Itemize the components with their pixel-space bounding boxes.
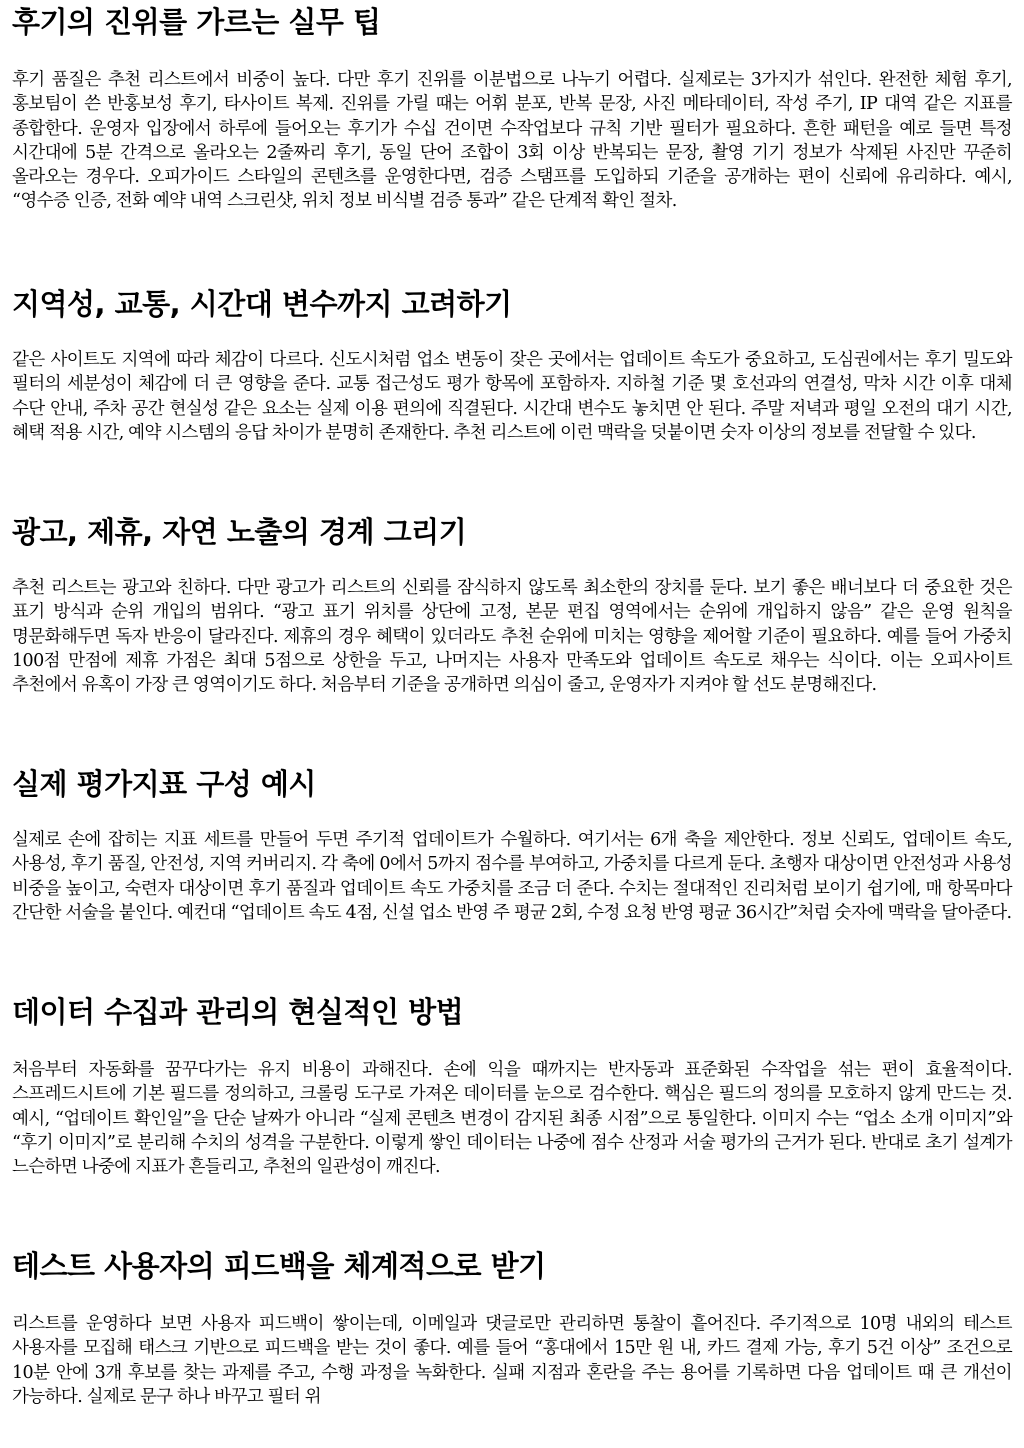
section-heading: 데이터 수집과 관리의 현실적인 방법 (12, 995, 464, 1029)
section-heading: 테스트 사용자의 피드백을 체계적으로 받기 (12, 1249, 546, 1283)
section-heading: 지역성, 교통, 시간대 변수까지 고려하기 (12, 287, 512, 321)
section-heading: 실제 평가지표 구성 예시 (12, 767, 316, 801)
section-paragraph: 실제로 손에 잡히는 지표 세트를 만들어 두면 주기적 업데이트가 수월하다. 여기서는 6개 축을 제안한다. 정보 신뢰도, 업데이트 속도, 사용성, 후기 품질, 안전성, 지역 커버리지. 각 축에 0에서 5까지 점수를 부여하고, 가중치를 다르게 둔다. 초행자 대상이면 안전성과 사용성 비중을 높이고, 숙련자 대상이면 후기 품질과 업데이트 속도 가중치를 조금 더 준다. 수치는 절대적인 진리처럼 보이기 쉽기에, 매 항목마다 간단한 서술을 붙인다. 예컨대 “업데이트 속도 4점, 신설 업소 반영 주 평균 2회, 수정 요청 반영 평균 36시간”처럼 숫자에 맥락을 달아준다. (12, 830, 1012, 923)
section-paragraph: 같은 사이트도 지역에 따라 체감이 다르다. 신도시처럼 업소 변동이 잦은 곳에서는 업데이트 속도가 중요하고, 도심권에서는 후기 밀도와 필터의 세분성이 체감에 더 큰 영향을 준다. 교통 접근성도 평가 항목에 포함하자. 지하철 기준 몇 호선과의 연결성, 막차 시간 이후 대체 수단 안내, 주차 공간 현실성 같은 요소는 실제 이용 편의에 직결된다. 시간대 변수도 놓치면 안 된다. 주말 저녁과 평일 오전의 대기 시간, 혜택 적용 시간, 예약 시스템의 응답 차이가 분명히 존재한다. 추천 리스트에 이런 맥락을 덧붙이면 숫자 이상의 정보를 전달할 수 있다. (12, 350, 1012, 443)
section-paragraph: 추천 리스트는 광고와 친하다. 다만 광고가 리스트의 신뢰를 잠식하지 않도록 최소한의 장치를 둔다. 보기 좋은 배너보다 더 중요한 것은 표기 방식과 순위 개입의 범위다. “광고 표기 위치를 상단에 고정, 본문 편집 영역에서는 순위에 개입하지 않음” 같은 운영 원칙을 명문화해두면 독자 반응이 달라진다. 제휴의 경우 혜택이 있더라도 추천 순위에 미치는 영향을 제어할 기준이 필요하다. 예를 들어 가중치 100점 만점에 제휴 가점은 최대 5점으로 상한을 두고, 나머지는 사용자 만족도와 업데이트 속도로 채우는 식이다. 이는 오피사이트 추천에서 유혹이 가장 큰 영역이기도 하다. 처음부터 기준을 공개하면 의심이 줄고, 운영자가 지켜야 할 선도 분명해진다. (12, 578, 1012, 696)
section-paragraph: 리스트를 운영하다 보면 사용자 피드백이 쌓이는데, 이메일과 댓글로만 관리하면 통찰이 흩어진다. 주기적으로 10명 내외의 테스트 사용자를 모집해 태스크 기반으로 피드백을 받는 것이 좋다. 예를 들어 “홍대에서 15만 원 내, 카드 결제 가능, 후기 5건 이상” 조건으로 10분 안에 3개 후보를 찾는 과제를 주고, 수행 과정을 녹화한다. 실패 지점과 혼란을 주는 용어를 기록하면 다음 업데이트 때 큰 개선이 가능하다. 실제로 문구 하나 바꾸고 필터 위 (12, 1314, 1012, 1407)
section-heading: 후기의 진위를 가르는 실무 팁 (12, 5, 381, 39)
section-paragraph: 처음부터 자동화를 꿈꾸다가는 유지 비용이 과해진다. 손에 익을 때까지는 반자동과 표준화된 수작업을 섞는 편이 효율적이다. 스프레드시트에 기본 필드를 정의하고, 크롤링 도구로 가져온 데이터를 눈으로 검수한다. 핵심은 필드의 정의를 모호하지 않게 만드는 것. 예시, “업데이트 확인일”을 단순 날짜가 아니라 “실제 콘텐츠 변경이 감지된 최종 시점”으로 통일한다. 이미지 수는 “업소 소개 이미지”와 “후기 이미지”로 분리해 수치의 성격을 구분한다. 이렇게 쌓인 데이터는 나중에 점수 산정과 서술 평가의 근거가 된다. 반대로 초기 설계가 느슨하면 나중에 지표가 흔들리고, 추천의 일관성이 깨진다. (12, 1060, 1012, 1178)
section-heading: 광고, 제휴, 자연 노출의 경계 그리기 (12, 515, 467, 549)
section-paragraph: 후기 품질은 추천 리스트에서 비중이 높다. 다만 후기 진위를 이분법으로 나누기 어렵다. 실제로는 3가지가 섞인다. 완전한 체험 후기, 홍보팀이 쓴 반홍보성 후기, 타사이트 복제. 진위를 가릴 때는 어휘 분포, 반복 문장, 사진 메타데이터, 작성 주기, IP 대역 같은 지표를 종합한다. 운영자 입장에서 하루에 들어오는 후기가 수십 건이면 수작업보다 규칙 기반 필터가 필요하다. 흔한 패턴을 예로 들면 특정 시간대에 5분 간격으로 올라오는 2줄짜리 후기, 동일 단어 조합이 3회 이상 반복되는 문장, 촬영 기기 정보가 삭제된 사진만 꾸준히 올라오는 경우다. 오피가이드 스타일의 콘텐츠를 운영한다면, 검증 스탬프를 도입하되 기준을 공개하는 편이 신뢰에 유리하다. 예시, “영수증 인증, 전화 예약 내역 스크린샷, 위치 정보 비식별 검증 통과” 같은 단계적 확인 절차. (12, 70, 1012, 212)
